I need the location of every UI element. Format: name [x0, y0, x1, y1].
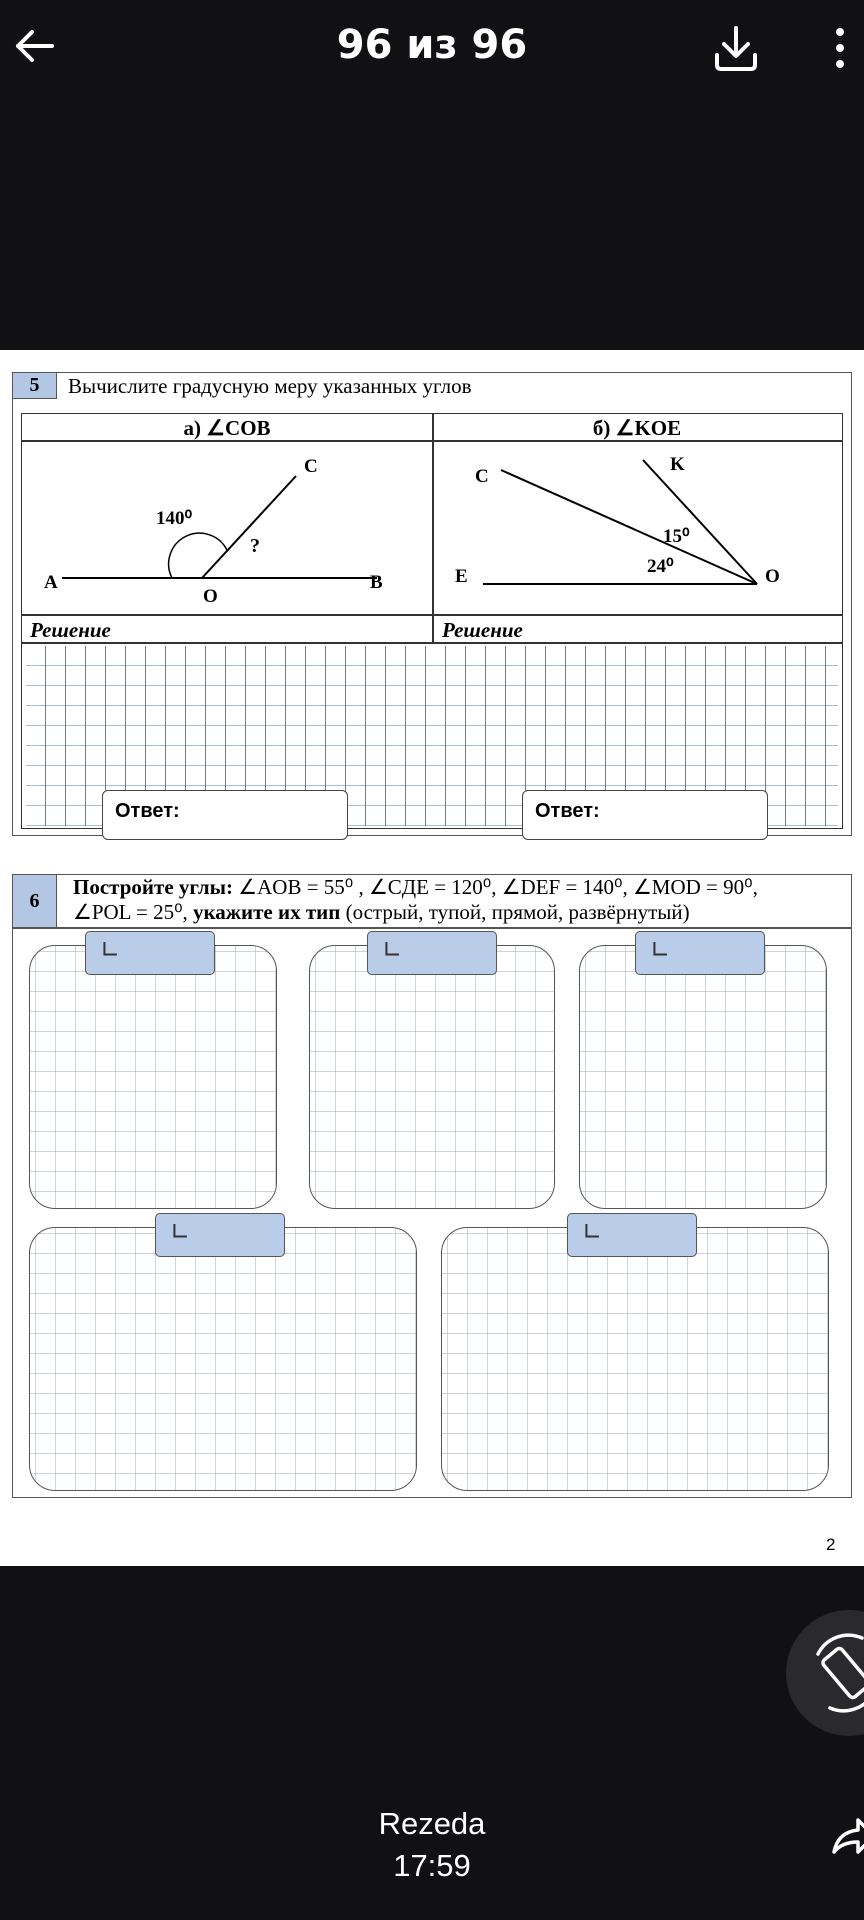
angle-label-24: 24⁰: [647, 556, 674, 577]
angle-label-15: 15⁰: [663, 526, 690, 547]
point-c-label: C: [475, 466, 489, 487]
task-prompt: Постройте углы: ∠AOB = 55⁰ , ∠CДЕ = 120⁰, ∠DEF = 140⁰, ∠MOD = 90⁰, ∠POL = 25⁰, укажите их тип (острый, тупой, прямой, развёрнутый): [73, 875, 758, 924]
point-k-label: K: [670, 454, 685, 475]
point-o-label: O: [203, 586, 218, 607]
screen-rotation-icon: [786, 1610, 864, 1736]
answer-box-b[interactable]: [522, 790, 768, 840]
rotate-screen-button[interactable]: [786, 1610, 864, 1736]
arrow-left-icon: [12, 24, 56, 68]
more-menu-button[interactable]: [820, 18, 860, 78]
task-5: [12, 372, 852, 836]
angle-figure-a: [22, 442, 432, 614]
task-number: 6: [13, 875, 57, 927]
page-number: 2: [826, 1535, 836, 1554]
task-prompt: Вычислите градусную меру указанных углов: [68, 374, 472, 398]
point-c-label: C: [304, 456, 318, 477]
download-icon: [711, 23, 761, 73]
more-vertical-icon: [834, 26, 846, 70]
download-button[interactable]: [706, 18, 766, 78]
top-bar: [0, 0, 864, 96]
task-6: [12, 874, 852, 1498]
angle-label-tab-5[interactable]: ∟: [567, 1213, 697, 1257]
document-page: [0, 350, 864, 1566]
solution-label-a: Решение: [30, 618, 111, 642]
task-table: [21, 413, 843, 829]
angle-label-tab-2[interactable]: ∟: [367, 931, 497, 975]
task-number: 5: [13, 373, 57, 399]
back-button[interactable]: [6, 18, 62, 74]
angle-label-tab-1[interactable]: ∟: [85, 931, 215, 975]
angle-label-140: 140⁰: [156, 508, 193, 529]
share-button[interactable]: [828, 1812, 864, 1862]
construction-grid-1[interactable]: [29, 945, 277, 1209]
point-b-label: B: [370, 572, 383, 593]
status-time: 17:59: [393, 1848, 471, 1883]
point-e-label: E: [455, 566, 468, 587]
status-user: Rezeda: [378, 1806, 486, 1841]
point-a-label: A: [44, 572, 58, 593]
angle-figure-b: [433, 442, 843, 614]
construction-grid-5[interactable]: [441, 1227, 829, 1491]
construction-grid-4[interactable]: [29, 1227, 417, 1491]
share-arrow-icon: [828, 1812, 864, 1862]
answer-box-a[interactable]: [102, 790, 348, 840]
angle-label-tab-3[interactable]: ∟: [635, 931, 765, 975]
unknown-angle-label: ?: [250, 535, 260, 557]
column-header-a: а) ∠COB: [183, 416, 271, 440]
solution-label-b: Решение: [442, 618, 523, 642]
point-o-label: O: [765, 566, 780, 587]
answer-label: Ответ:: [535, 800, 600, 822]
construction-grid-3[interactable]: [579, 945, 827, 1209]
construction-grid-2[interactable]: [309, 945, 555, 1209]
page-counter-title: 96 из 96: [336, 22, 528, 68]
answer-label: Ответ:: [115, 800, 180, 822]
angle-label-tab-4[interactable]: ∟: [155, 1213, 285, 1257]
column-header-b: б) ∠KOE: [592, 416, 682, 440]
